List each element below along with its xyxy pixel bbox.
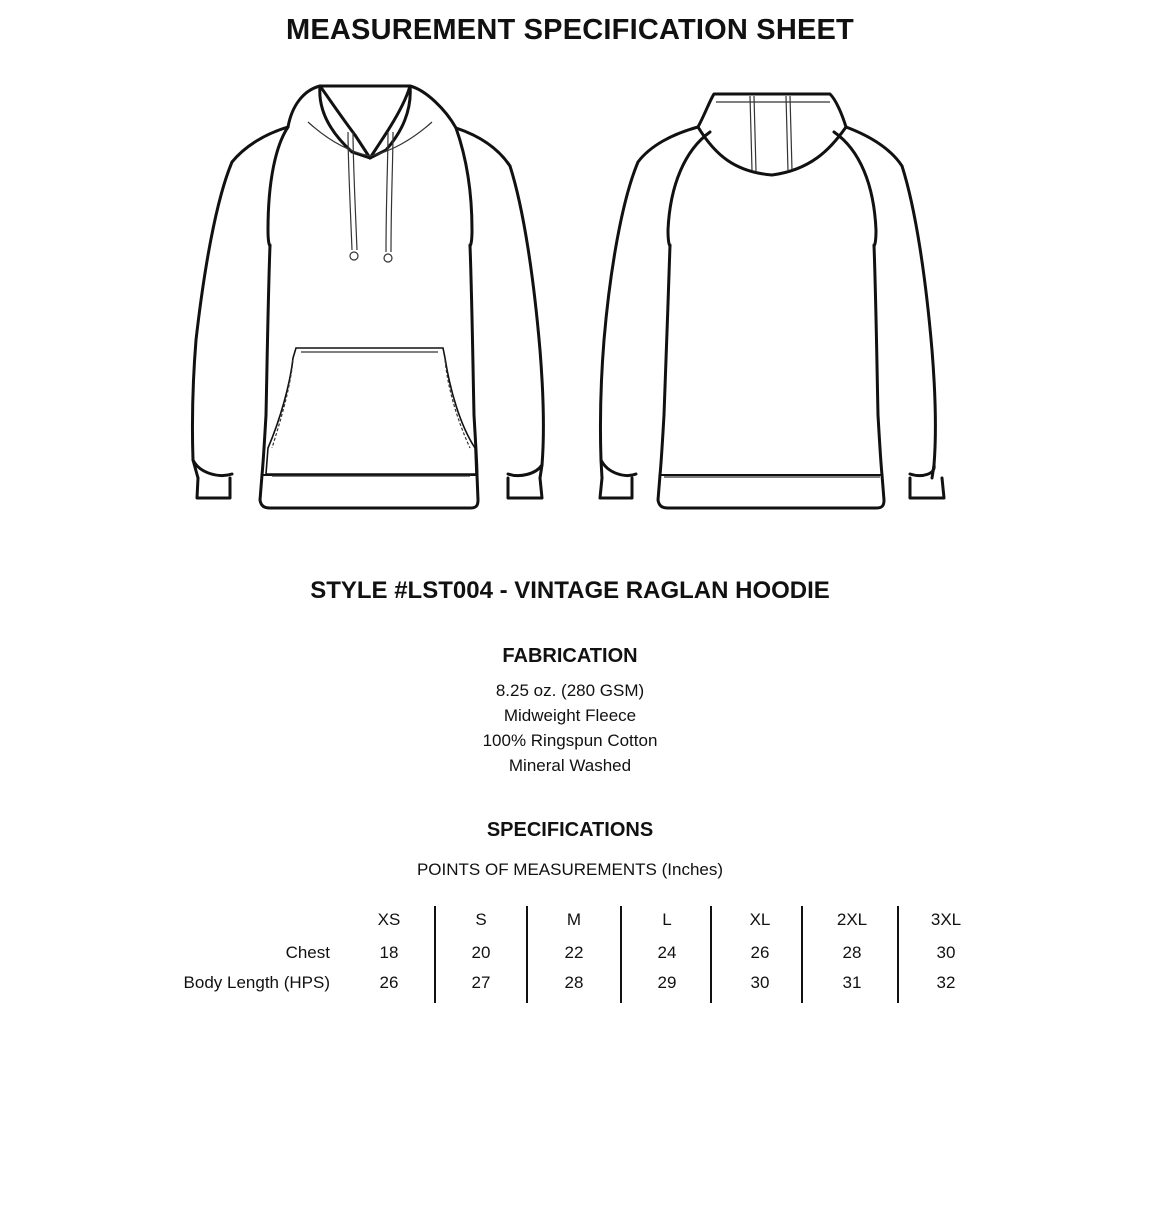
measurements-caption: POINTS OF MEASUREMENTS (Inches) xyxy=(416,860,724,879)
size-header: 3XL xyxy=(930,910,962,929)
column-divider xyxy=(897,906,899,1003)
fabrication-list xyxy=(0,678,1140,778)
size-header: XL xyxy=(749,910,771,929)
table-cell: 22 xyxy=(564,943,584,962)
table-cell: 26 xyxy=(750,943,770,962)
fabrication-weight: 8.25 oz. (280 GSM) xyxy=(495,681,645,700)
column-divider xyxy=(801,906,803,1003)
table-cell: 27 xyxy=(471,973,491,992)
row-label-body-length: Body Length (HPS) xyxy=(183,973,330,992)
table-cell: 26 xyxy=(379,973,399,992)
column-divider xyxy=(710,906,712,1003)
size-header: XS xyxy=(377,910,401,929)
row-label-chest: Chest xyxy=(285,943,330,962)
hoodie-front-sketch xyxy=(192,86,543,508)
fabrication-finish: Mineral Washed xyxy=(508,756,632,775)
table-cell: 24 xyxy=(657,943,677,962)
table-cell: 30 xyxy=(750,973,770,992)
hoodie-back-sketch xyxy=(600,94,944,508)
size-header: S xyxy=(475,910,487,929)
hoodie-front-details xyxy=(266,122,476,476)
fabrication-heading: FABRICATION xyxy=(502,645,638,667)
size-header: M xyxy=(566,910,582,929)
hoodie-back-details xyxy=(664,96,880,477)
size-header: L xyxy=(662,910,672,929)
table-cell: 32 xyxy=(936,973,956,992)
table-cell: 20 xyxy=(471,943,491,962)
garment-illustration xyxy=(180,70,970,520)
specifications-heading: SPECIFICATIONS xyxy=(486,819,654,841)
fabrication-content: 100% Ringspun Cotton xyxy=(482,731,658,750)
table-cell: 30 xyxy=(936,943,956,962)
table-cell: 18 xyxy=(379,943,399,962)
column-divider xyxy=(620,906,622,1003)
table-cell: 31 xyxy=(842,973,862,992)
fabrication-fabric: Midweight Fleece xyxy=(503,706,637,725)
column-divider xyxy=(526,906,528,1003)
column-divider xyxy=(434,906,436,1003)
table-cell: 28 xyxy=(842,943,862,962)
page-title: MEASUREMENT SPECIFICATION SHEET xyxy=(286,14,854,46)
size-header: 2XL xyxy=(836,910,868,929)
table-cell: 28 xyxy=(564,973,584,992)
table-cell: 29 xyxy=(657,973,677,992)
style-title: STYLE #LST004 - VINTAGE RAGLAN HOODIE xyxy=(310,577,830,604)
